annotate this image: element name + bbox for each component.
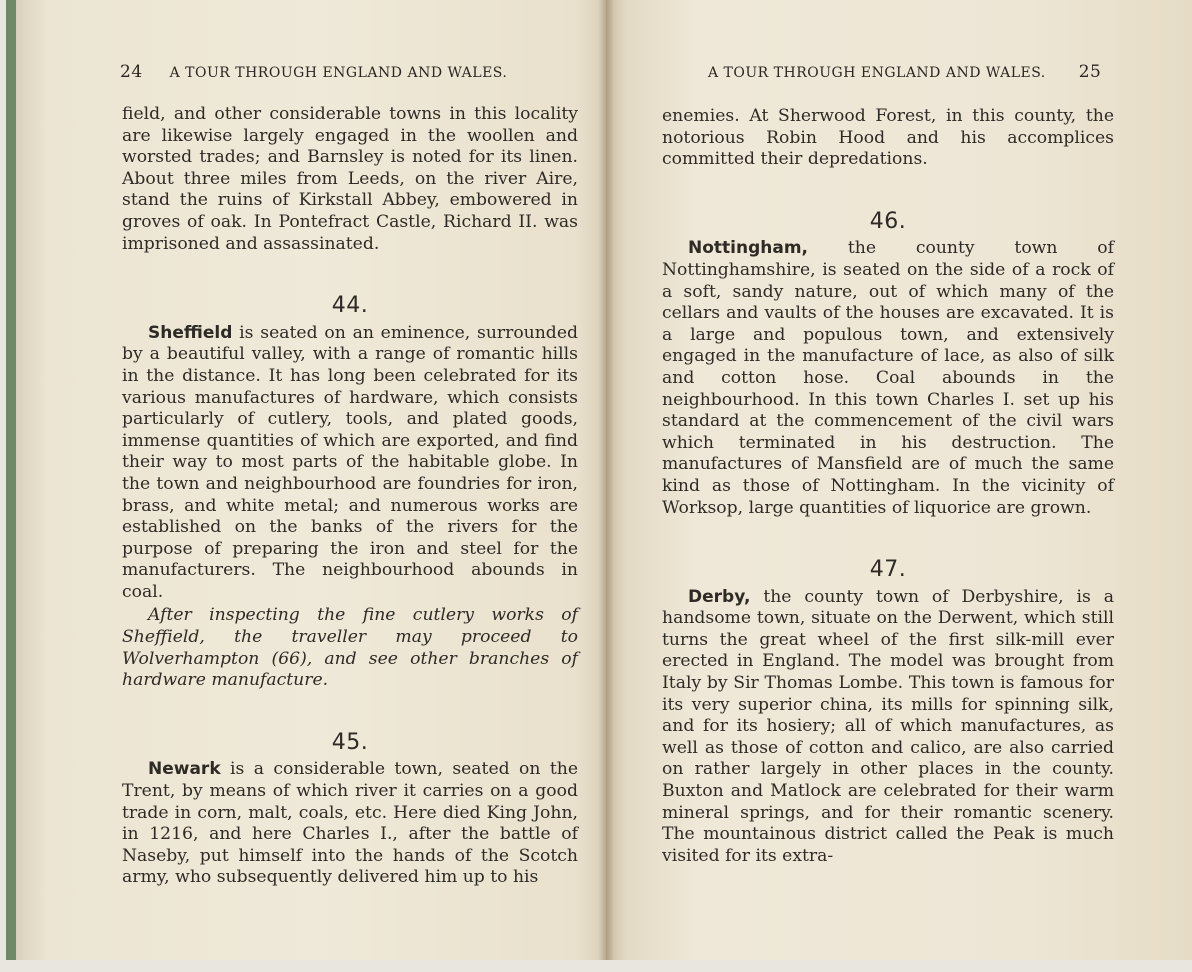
section-44-travel-note: After inspecting the fine cutlery works of Sheffield, the traveller may proceed to Wolverhampton (66), and see other branches of hardware manufacture. [122,605,578,691]
place-name-sheffield: Sheffield [148,322,233,343]
section-45-paragraph [122,759,578,889]
right-running-head [708,62,1128,82]
section-number-46: 46. [869,208,907,234]
left-text-column [122,104,578,889]
section-44-text: is seated on an eminence, surrounded by a beautiful valley, with a range of romantic hills in the distance. It has long been celebrated for its various manufactures of hardware, which consists particularly of cutlery, tools, and plated goods, immense quantities of which are exported, and find their way to most parts of the habitable globe. In the town and neighbourhood are foundries for iron, brass, and white metal; and numerous works are established on the banks of the rivers for the purpose of preparing the iron and steel for the manufacturers. The neighbourhood abounds in coal. [122,322,578,602]
section-44-paragraph [122,323,578,604]
place-name-newark: Newark [148,759,221,780]
place-name-derby: Derby, [688,586,751,607]
right-text-column [662,106,1114,867]
page-number-right: 25 [1078,62,1102,82]
page-number-left: 24 [120,62,143,82]
running-title-right: A TOUR THROUGH ENGLAND AND WALES. [708,65,1046,81]
running-title-left: A TOUR THROUGH ENGLAND AND WALES. [169,65,508,81]
section-45-text: is a considerable town, seated on the Trent, by means of which river it carries on a good trade in corn, malt, coals, etc. Here died King John, in 1216, and here Charles I., after the battle of Naseby, put himself into the hands of the Scotch army, who subsequently delivered him up to his [122,759,578,888]
continued-paragraph-right: enemies. At Sherwood Forest, in this county, the notorious Robin Hood and his accomplices committed their depredations. [662,106,1114,170]
place-name-nottingham: Nottingham, [688,238,809,259]
book-gutter [598,0,614,960]
section-46-text: the county town of Nottinghamshire, is seated on the side of a rock of a soft, sandy nature, out of which many of the cellars and vaults of the houses are excavated. It is a large and populous town, and extensively engaged in the manufacture of lace, as also of silk and cotton hose. Coal abounds in the neighbourhood. In this town Charles I. set up his standard at the commencement of the civil wars which terminated in his destruction. The manufactures of Mansfield are of much the same kind as those of Nottingham. In the vicinity of Worksop, large quantities of liquorice are grown. [662,238,1114,518]
continued-paragraph: field, and other considerable towns in this locality are likewise largely engaged in the woollen and worsted trades; and Barnsley is noted for its linen. About three miles from Leeds, on the river Aire, stand the ruins of Kirkstall Abbey, embowered in groves of oak. In Pontefract Castle, Richard II. was imprisoned and assassinated. [122,104,578,254]
right-page [606,0,1192,960]
left-running-head [120,62,550,82]
section-46-paragraph [662,238,1114,519]
section-47-paragraph [662,587,1114,868]
section-number-44: 44. [331,293,369,319]
section-47-text: the county town of Derbyshire, is a handsome town, situate on the Derwent, which still turns the great wheel of the first silk-mill ever erected in England. The model was brought from Italy by Sir Thomas Lombe. This town is famous for its very superior china, its mills for spinning silk, and for its hosiery; all of which manufactures, as well as those of cotton and calico, are also carried on rather largely in other places in the county. Buxton and Matlock are celebrated for their warm mineral springs, and for their romantic scenery. The mountainous district called the Peak is much visited for its extra- [662,586,1114,866]
left-page [6,0,606,960]
section-number-47: 47. [869,557,907,583]
section-number-45: 45. [331,729,369,755]
